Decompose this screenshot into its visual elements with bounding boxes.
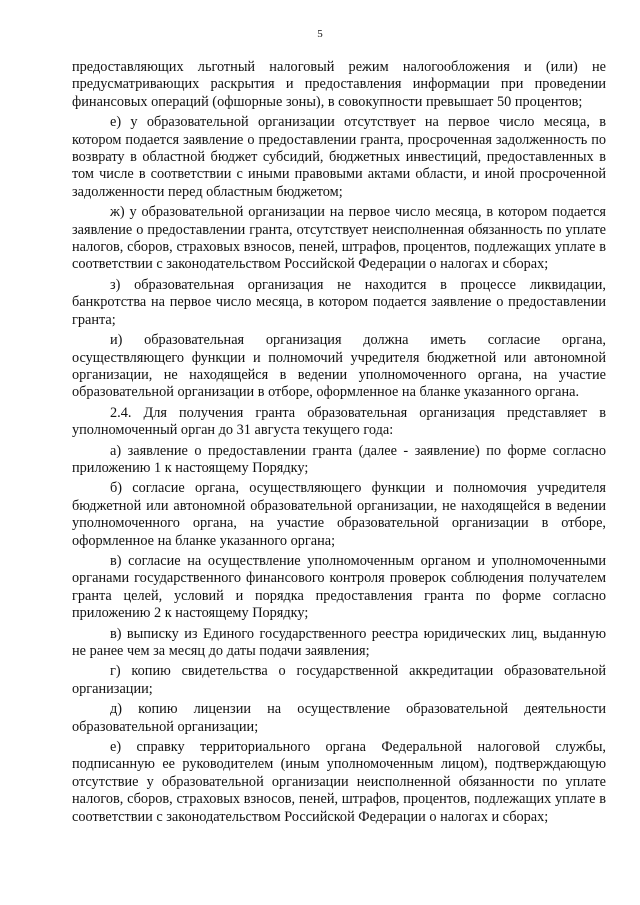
paragraph-subitem-a: а) заявление о предоставлении гранта (далее - заявление) по форме согласно приложению 1 к настоящему Порядку; <box>72 442 606 476</box>
document-body <box>72 59 606 829</box>
paragraph-item-zh: ж) у образовательной организации на первое число месяца, в котором подается заявление о предоставлении гранта, отсутствует неисполненная обязанность по уплате налогов, сборов, страховых взносов, пеней, штрафов, процентов, подлежащих уплате в соответствии с законодательством Российской Федерации о налогах и сборах; <box>72 204 606 273</box>
paragraph-subitem-e: е) справку территориального органа Федеральной налоговой службы, подписанную ее руководителем (иным уполномоченным лицом), подтверждающую отсутствие у образовательной организации неисполненной обязанности по уплате налогов, сборов, страховых взносов, пеней, штрафов, процентов, подлежащих уплате в соответствии с законодательством Российской Федерации о налогах и сборах; <box>72 739 606 825</box>
paragraph-item-z: з) образовательная организация не находится в процессе ликвидации, банкротства на первое число месяца, в котором подается заявление о предоставлении гранта; <box>72 276 606 328</box>
paragraph-subitem-v-2: в) выписку из Единого государственного реестра юридических лиц, выданную не ранее чем за месяц до даты подачи заявления; <box>72 625 606 659</box>
paragraph-section-2-4: 2.4. Для получения гранта образовательная организация представляет в уполномоченный орган до 31 августа текущего года: <box>72 404 606 439</box>
paragraph-subitem-b: б) согласие органа, осуществляющего функции и полномочия учредителя бюджетной или автономной образовательной организации, не находящейся в ведении уполномоченного органа, на участие образовательной организации в отборе, оформленное на бланке указанного органа; <box>72 480 606 549</box>
paragraph-continuation: предоставляющих льготный налоговый режим налогообложения и (или) не предусматривающих раскрытия и предоставления информации при проведении финансовых операций (офшорные зоны), в совокупности превышает 50 процентов; <box>72 59 606 110</box>
paragraph-subitem-v: в) согласие на осуществление уполномоченным органом и уполномоченными органами государственного финансового контроля проверок соблюдения получателем гранта целей, условий и порядка предоставления гранта по форме согласно приложению 2 к настоящему Порядку; <box>72 552 606 622</box>
paragraph-item-e: е) у образовательной организации отсутствует на первое число месяца, в котором подается заявление о предоставлении гранта, просроченная задолженность по возврату в областной бюджет субсидий, бюджетных инвестиций, предоставленных в том числе в соответствии с иными правовыми актами области, и иной просроченной задолженности перед областным бюджетом; <box>72 114 606 200</box>
page-number: 5 <box>317 28 323 40</box>
paragraph-subitem-d: д) копию лицензии на осуществление образовательной деятельности образовательной организации; <box>72 701 606 735</box>
paragraph-subitem-g: г) копию свидетельства о государственной аккредитации образовательной организации; <box>72 663 606 697</box>
paragraph-item-i: и) образовательная организация должна иметь согласие органа, осуществляющего функции и полномочий учредителя бюджетной или автономной организации, не находящейся в ведении уполномоченного органа, на участие образовательной организации в отборе, оформленное на бланке указанного органа. <box>72 332 606 401</box>
